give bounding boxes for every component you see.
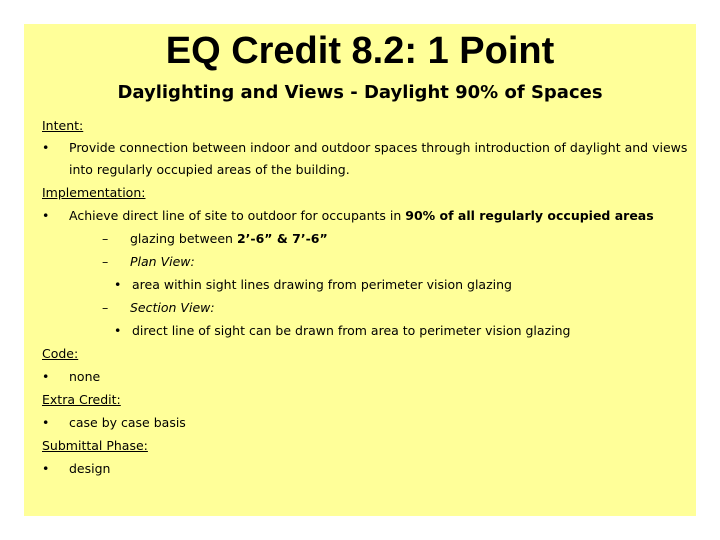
section-view-item xyxy=(42,296,692,319)
dash-icon: – xyxy=(102,300,109,315)
bullet-icon: • xyxy=(42,140,50,155)
slide-content xyxy=(42,114,692,480)
code-item xyxy=(42,365,692,388)
bullet-icon: • xyxy=(42,461,50,476)
slide-subtitle: Daylighting and Views - Daylight 90% of Spaces xyxy=(117,82,603,103)
dash-icon: – xyxy=(102,231,109,246)
bullet-icon: • xyxy=(42,415,50,430)
extra-credit-heading: Extra Credit: xyxy=(42,392,121,407)
implementation-heading: Implementation: xyxy=(42,185,146,200)
plan-view-item xyxy=(42,250,692,273)
bullet-icon: • xyxy=(42,208,50,223)
bullet-icon: • xyxy=(114,323,122,338)
submittal-heading: Submittal Phase: xyxy=(42,438,148,453)
plan-view-label: Plan View: xyxy=(130,254,195,269)
extra-credit-item xyxy=(42,411,692,434)
slide xyxy=(24,24,696,516)
implementation-text: Achieve direct line of site to outdoor for occupants in xyxy=(69,208,406,223)
bullet-icon: • xyxy=(42,369,50,384)
intent-text: Provide connection between indoor and outdoor spaces through introduction of daylight and views into regularly occupied areas of the building. xyxy=(69,140,688,177)
code-text: none xyxy=(69,369,101,384)
plan-view-text: area within sight lines drawing from perimeter vision glazing xyxy=(132,277,512,292)
submittal-text: design xyxy=(69,461,111,476)
plan-view-detail xyxy=(42,273,692,296)
implementation-highlight: 90% of all regularly occupied areas xyxy=(405,208,654,223)
code-heading: Code: xyxy=(42,346,79,361)
glazing-dimension: 2’-6” & 7’-6” xyxy=(236,231,328,246)
extra-credit-text: case by case basis xyxy=(69,415,186,430)
slide-title: EQ Credit 8.2: 1 Point xyxy=(165,30,555,72)
submittal-item xyxy=(42,457,692,480)
intent-item xyxy=(42,137,692,181)
section-view-text: direct line of sight can be drawn from area to perimeter vision glazing xyxy=(132,323,571,338)
implementation-item xyxy=(42,204,692,227)
section-view-detail xyxy=(42,319,692,342)
dash-icon: – xyxy=(102,254,109,269)
glazing-item xyxy=(42,227,692,250)
glazing-text: glazing between xyxy=(130,231,237,246)
intent-heading: Intent: xyxy=(42,118,84,133)
section-view-label: Section View: xyxy=(130,300,215,315)
bullet-icon: • xyxy=(114,277,122,292)
